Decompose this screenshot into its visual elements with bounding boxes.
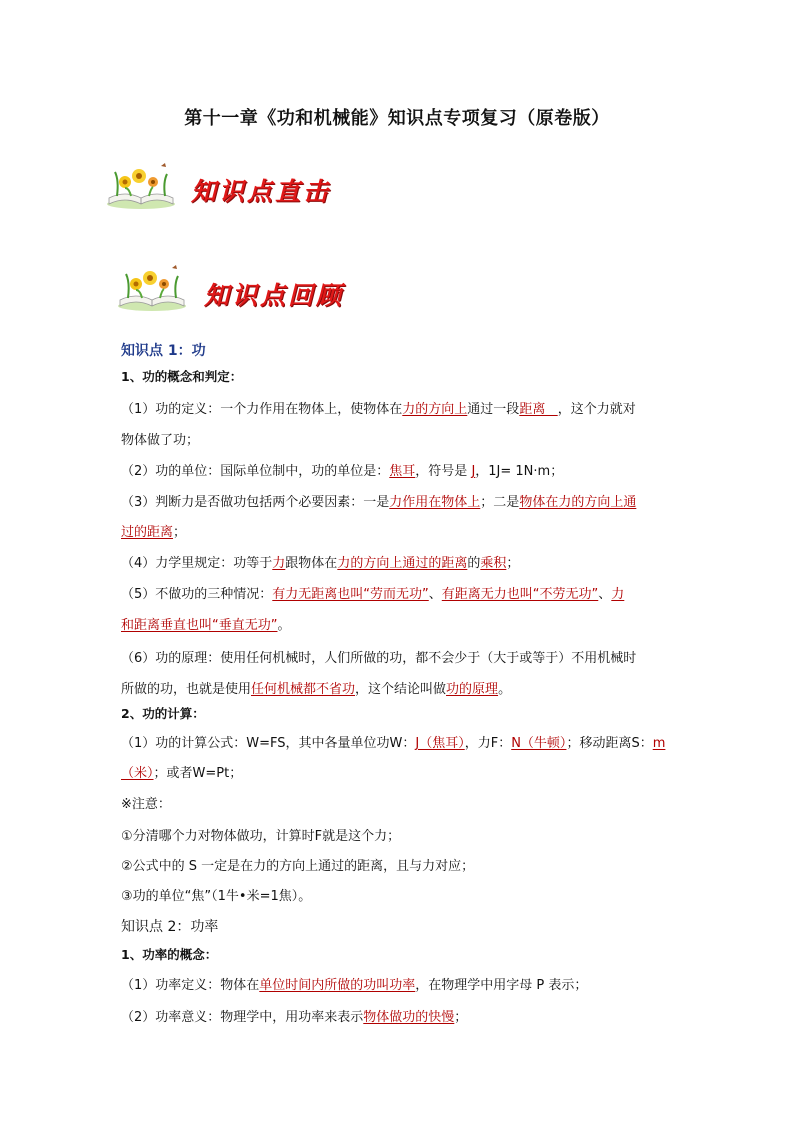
- subheading-power-concept: 1、功率的概念：: [121, 947, 218, 962]
- paragraph-power-definition: （1）功率定义：物体在单位时间内所做的功叫功率，在物理学中用字母 P 表示；: [121, 978, 588, 993]
- paragraph-work-factors-cont: 过的距离；: [121, 525, 187, 540]
- banner-knowledge-review: [116, 262, 376, 326]
- note-item: ①分清哪个力对物体做功，计算时F就是这个力；: [121, 829, 401, 844]
- paragraph-work-principle-cont: 所做的功，也就是使用任何机械都不省功，这个结论叫做功的原理。: [121, 682, 512, 697]
- paragraph-work-definition: （1）功的定义：一个力作用在物体上，使物体在力的方向上通过一段距离 ，这个力就对: [121, 402, 636, 417]
- paragraph-work-definition-cont: 物体做了功；: [121, 433, 200, 448]
- paragraph-work-rule: （4）力学里规定：功等于力跟物体在力的方向上通过的距离的乘积；: [121, 556, 520, 571]
- open-book-flower-icon: [116, 262, 188, 312]
- banner-knowledge-direct: [105, 160, 365, 224]
- paragraph-no-work-cases-cont: 和距离垂直也叫“垂直无功”。: [121, 618, 291, 633]
- paragraph-work-formula-cont: （米）；或者W=Pt；: [121, 766, 243, 781]
- note-label: ※注意：: [121, 797, 171, 812]
- paragraph-no-work-cases: （5）不做功的三种情况：有力无距离也叫“劳而无功”、有距离无力也叫“不劳无功”、力: [121, 587, 625, 602]
- paragraph-work-principle: （6）功的原理：使用任何机械时，人们所做的功，都不会少于（大于或等于）不用机械时: [121, 651, 637, 666]
- note-item: ③功的单位“焦”（1牛•米=1焦）。: [121, 889, 312, 904]
- open-book-flower-icon: [105, 160, 177, 210]
- section-heading-work: 知识点 1：功: [121, 343, 206, 359]
- subheading-calculation: 2、功的计算：: [121, 706, 205, 721]
- paragraph-work-unit: （2）功的单位：国际单位制中，功的单位是：焦耳，符号是 J，1J= 1N·m；: [121, 464, 564, 479]
- paragraph-work-formula: （1）功的计算公式：W=FS，其中各量单位功W：J（焦耳），力F：N（牛顿）；移动距离S：m: [121, 736, 666, 751]
- subheading-concept: 1、功的概念和判定：: [121, 369, 243, 384]
- page-title: 第十一章《功和机械能》知识点专项复习（原卷版）: [184, 108, 610, 129]
- paragraph-work-factors: （3）判断力是否做功包括两个必要因素：一是力作用在物体上；二是物体在力的方向上通: [121, 495, 637, 510]
- banner-title: 知识点回顾: [204, 281, 345, 310]
- section-heading-power: 知识点 2：功率: [121, 919, 219, 935]
- paragraph-power-meaning: （2）功率意义：物理学中，用功率来表示物体做功的快慢；: [121, 1010, 468, 1025]
- note-item: ②公式中的 S 一定是在力的方向上通过的距离，且与力对应；: [121, 859, 475, 874]
- banner-title: 知识点直击: [191, 177, 332, 206]
